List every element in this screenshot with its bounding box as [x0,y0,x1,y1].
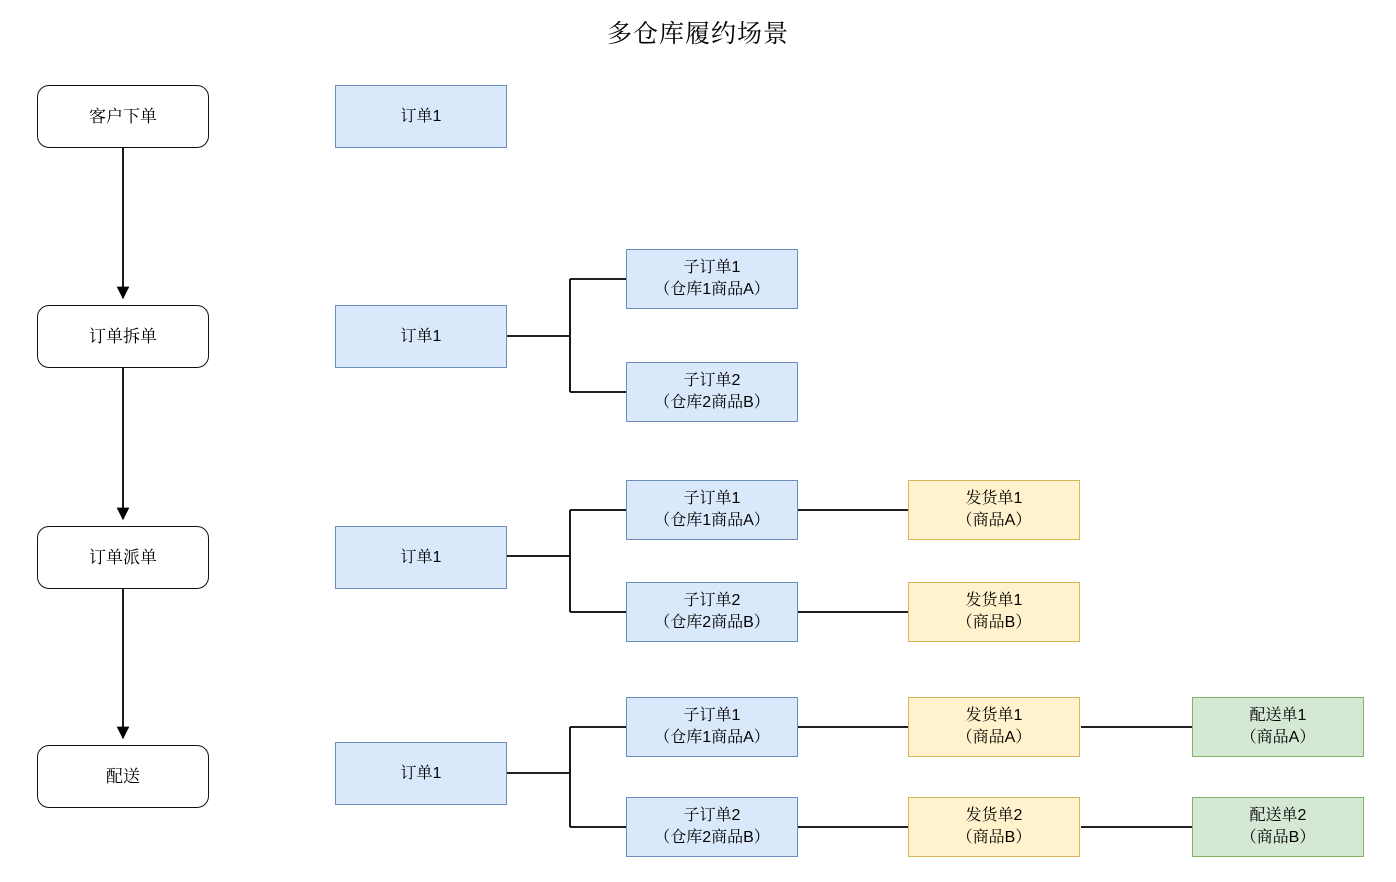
shipment-node-row3-2[interactable] [908,582,1080,642]
suborder-detail: （仓库2商品B） [654,394,770,411]
suborder-node-row2-1[interactable] [626,249,798,309]
order-node-row4[interactable] [335,742,507,805]
shipment-detail: （商品B） [956,614,1032,631]
shipment-title: 发货单1 [965,490,1023,507]
suborder-node-row4-2[interactable] [626,797,798,857]
suborder-title: 子订单1 [683,490,741,507]
stage-label: 订单派单 [89,547,157,567]
suborder-detail: （仓库2商品B） [654,614,770,631]
suborder-title: 子订单1 [683,707,741,724]
order-label: 订单1 [400,764,442,782]
suborder-title: 子订单2 [683,592,741,609]
order-node-row1[interactable] [335,85,507,148]
stage-label: 订单拆单 [89,326,157,346]
stage-label: 配送 [106,766,140,786]
stage-node-4[interactable] [37,745,209,808]
suborder-detail: （仓库1商品A） [654,729,770,746]
delivery-node-row4-2[interactable] [1192,797,1364,857]
suborder-node-row3-2[interactable] [626,582,798,642]
shipment-node-row4-1[interactable] [908,697,1080,757]
shipment-title: 发货单1 [965,707,1023,724]
delivery-detail: （商品B） [1240,829,1316,846]
suborder-node-row4-1[interactable] [626,697,798,757]
stage-node-1[interactable] [37,85,209,148]
order-label: 订单1 [400,107,442,125]
stage-label: 客户下单 [89,106,157,126]
suborder-title: 子订单2 [683,807,741,824]
suborder-detail: （仓库1商品A） [654,512,770,529]
stage-node-2[interactable] [37,305,209,368]
shipment-detail: （商品A） [956,729,1032,746]
page-title: 多仓库履约场景 [606,20,789,48]
stage-node-3[interactable] [37,526,209,589]
shipment-title: 发货单2 [965,807,1023,824]
suborder-detail: （仓库2商品B） [654,829,770,846]
delivery-detail: （商品A） [1240,729,1316,746]
order-node-row2[interactable] [335,305,507,368]
suborder-title: 子订单1 [683,259,741,276]
shipment-title: 发货单1 [965,592,1023,609]
shipment-node-row3-1[interactable] [908,480,1080,540]
delivery-title: 配送单1 [1249,707,1307,724]
suborder-detail: （仓库1商品A） [654,281,770,298]
order-node-row3[interactable] [335,526,507,589]
shipment-node-row4-2[interactable] [908,797,1080,857]
suborder-title: 子订单2 [683,372,741,389]
delivery-node-row4-1[interactable] [1192,697,1364,757]
shipment-detail: （商品B） [956,829,1032,846]
suborder-node-row3-1[interactable] [626,480,798,540]
order-label: 订单1 [400,548,442,566]
order-label: 订单1 [400,327,442,345]
suborder-node-row2-2[interactable] [626,362,798,422]
delivery-title: 配送单2 [1249,807,1307,824]
shipment-detail: （商品A） [956,512,1032,529]
